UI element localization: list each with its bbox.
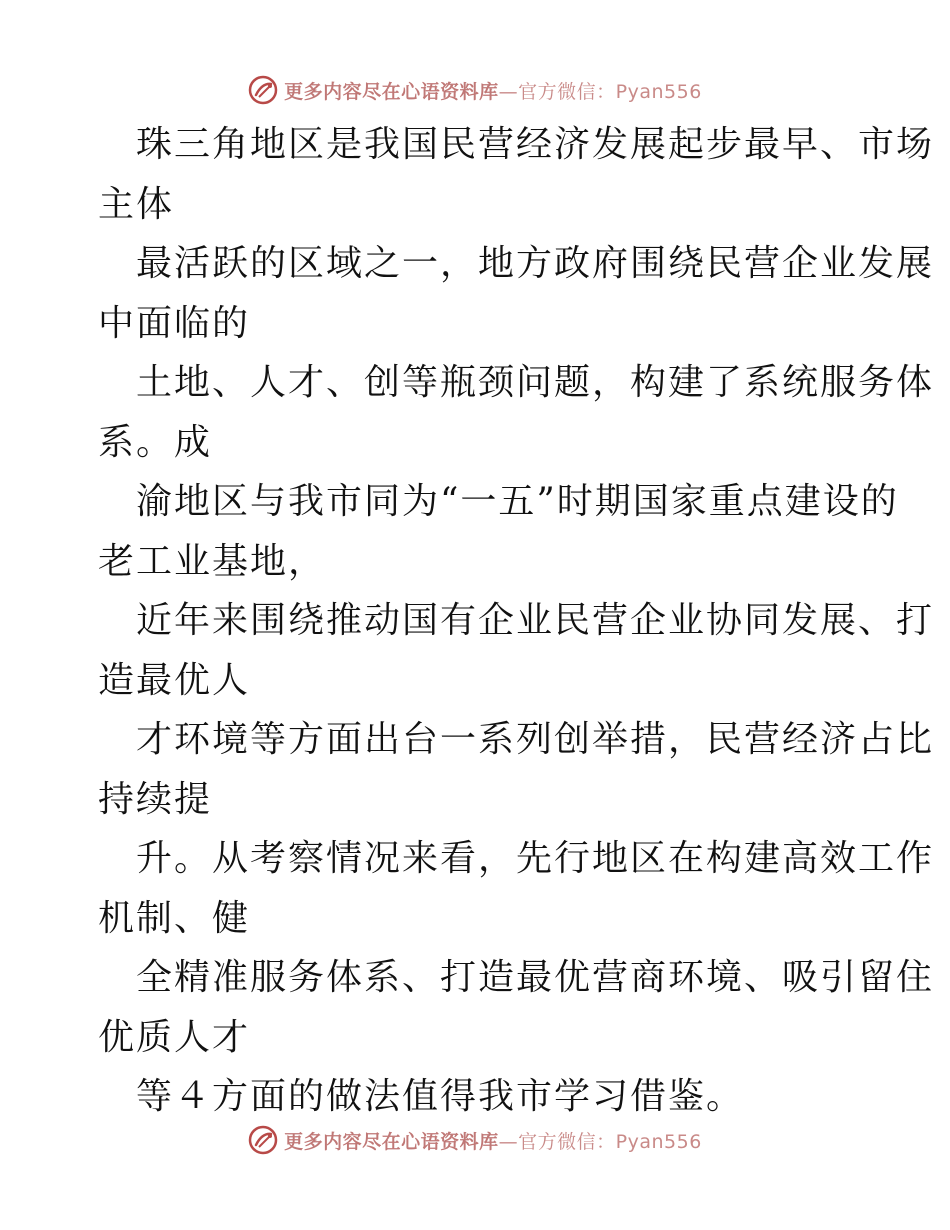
- watermark-brand: 更多内容尽在心语资料库: [284, 1130, 499, 1153]
- paragraph: [98, 472, 899, 591]
- paragraph-line: 珠三角地区是我国民营经济发展起步最早、市场: [136, 124, 935, 165]
- watermark-brand: 更多内容尽在心语资料库: [284, 80, 499, 103]
- paragraph: [98, 829, 935, 948]
- watermark-text: [284, 77, 702, 104]
- paragraph: [98, 353, 935, 472]
- paragraph-line: 老工业基地，: [98, 540, 327, 582]
- paragraph-line: 土地、人才、创等瓶颈问题，构建了系统服务体: [136, 362, 935, 403]
- paragraph: [98, 710, 935, 829]
- paragraph-line: 全精准服务体系、打造最优营商环境、吸引留住: [136, 957, 935, 998]
- paragraph: [98, 1067, 858, 1127]
- watermark-contact: 官方微信：Pyan556: [518, 1130, 702, 1153]
- paragraph-line: 持续提: [98, 778, 213, 820]
- paragraph-line: 升。从考察情况来看，先行地区在构建高效工作: [136, 838, 935, 879]
- document-body: [98, 115, 935, 1127]
- watermark-text: [284, 1127, 702, 1154]
- paragraph-line: 近年来围绕推动国有企业民营企业协同发展、打: [136, 600, 935, 641]
- header-watermark: [0, 70, 950, 110]
- paragraph-line: 系。成: [98, 421, 213, 463]
- paragraph-line: 优质人才: [98, 1016, 251, 1058]
- watermark-separator: —: [498, 80, 519, 103]
- paragraph-line: 才环境等方面出台一系列创举措，民营经济占比: [136, 719, 935, 760]
- watermark-contact: 官方微信：Pyan556: [518, 80, 702, 103]
- paragraph-line: 主体: [98, 183, 175, 225]
- paragraph: [98, 591, 935, 710]
- paragraph: [98, 948, 935, 1067]
- paragraph: [98, 115, 935, 234]
- footer-watermark: [0, 1120, 950, 1160]
- paragraph: [98, 234, 935, 353]
- watermark-separator: —: [498, 1130, 519, 1153]
- pen-logo-icon: [248, 1125, 278, 1155]
- paragraph-line: 中面临的: [98, 302, 251, 344]
- paragraph-line: 渝地区与我市同为“一五”时期国家重点建设的: [136, 481, 899, 522]
- paragraph-line: 等４方面的做法值得我市学习借鉴。: [136, 1076, 745, 1117]
- paragraph-line: 机制、健: [98, 897, 251, 939]
- paragraph-line: 最活跃的区域之一，地方政府围绕民营企业发展: [136, 243, 935, 284]
- pen-logo-icon: [248, 75, 278, 105]
- paragraph-line: 造最优人: [98, 659, 251, 701]
